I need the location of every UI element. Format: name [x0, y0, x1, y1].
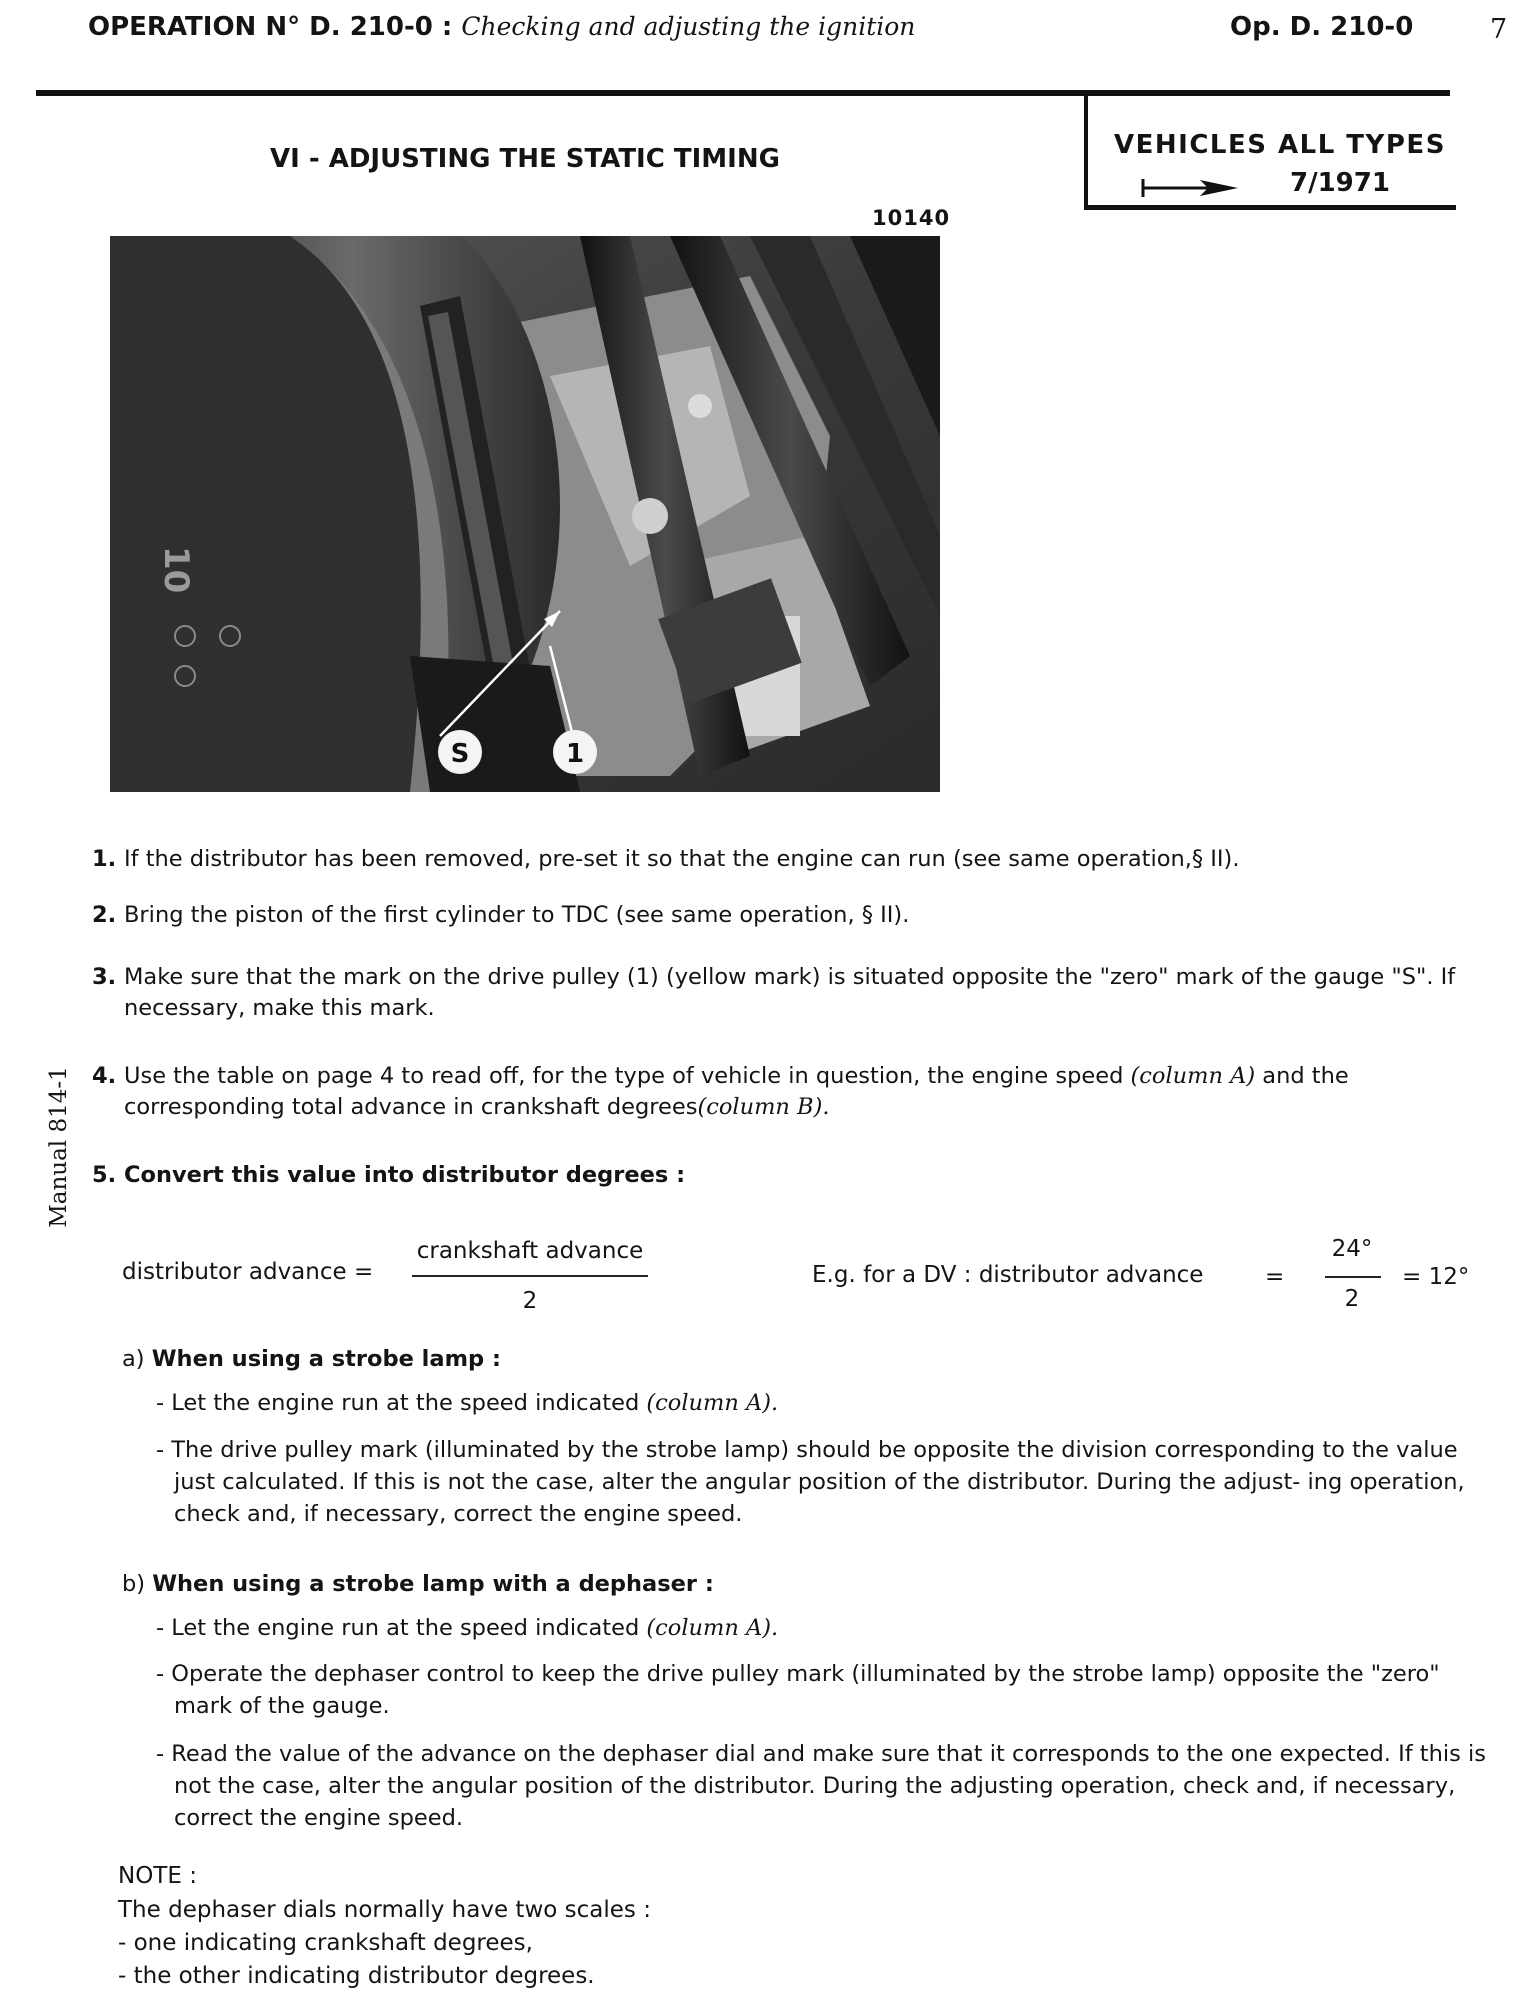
column-b-ref: (column B).	[697, 1094, 830, 1120]
note-line-3: - the other indicating distributor degrees.	[118, 1963, 595, 1989]
step-number: 1.	[92, 846, 117, 872]
vehicles-date: 7/1971	[1290, 168, 1390, 198]
formula-numerator: crankshaft advance	[416, 1238, 644, 1264]
sub-a-item-2	[156, 1434, 1492, 1530]
step-5	[92, 1160, 1482, 1191]
column-a-ref: (column A).	[646, 1615, 779, 1641]
step-number: 3.	[92, 964, 117, 990]
formula-lhs: distributor advance =	[122, 1259, 374, 1285]
step-text	[124, 1061, 1487, 1123]
example-label: E.g. for a DV : distributor advance	[812, 1262, 1204, 1288]
page-number: 7	[1490, 14, 1508, 45]
engine-timing-photo	[110, 236, 940, 792]
step-2	[92, 900, 1482, 931]
sub-a-heading	[122, 1343, 501, 1375]
example-numerator: 24°	[1331, 1236, 1373, 1262]
vehicles-title: VEHICLES ALL TYPES	[1114, 130, 1446, 160]
step-text: If the distributor has been removed, pre-set it so that the engine can run (see same operation,§ II).	[124, 846, 1240, 872]
vehicles-box-border-left	[1084, 92, 1088, 209]
dash-text: - Read the value of the advance on the dephaser dial and make sure that it corresponds to the one expected. If this is not the case, alter the angular position of the distributor. During the adjusting operation, check and, if necessary, correct the engine speed.	[156, 1741, 1486, 1831]
note-title: NOTE :	[118, 1863, 197, 1889]
pulley-number: 10	[156, 546, 196, 594]
sub-b-item-1	[156, 1612, 1486, 1644]
sub-b-item-2	[156, 1658, 1492, 1722]
callout-s: S	[450, 739, 470, 769]
note-line-1: The dephaser dials normally have two scales :	[118, 1897, 651, 1923]
dash-text: - Let the engine run at the speed indicated	[156, 1615, 647, 1641]
note-line-2: - one indicating crankshaft degrees,	[118, 1930, 533, 1956]
step-number: 4.	[92, 1063, 117, 1089]
from-date-arrow-icon	[1140, 176, 1240, 200]
dash-text: - Let the engine run at the speed indicated	[156, 1390, 647, 1416]
step-3	[92, 962, 1487, 1024]
example-fraction-bar	[1325, 1276, 1381, 1278]
dash-text: - The drive pulley mark (illuminated by the strobe lamp) should be opposite the division corresponding to the value just calculated. If this is not the case, alter the angular position of the distributor. During the adjust- ing operation, check and, if necessary, correct the engine speed.	[156, 1437, 1465, 1527]
step-number: 2.	[92, 902, 117, 928]
operation-code: Op. D. 210-0	[1230, 12, 1414, 42]
formula-denominator: 2	[522, 1288, 538, 1314]
step-text: Make sure that the mark on the drive pulley (1) (yellow mark) is situated opposite the "zero" mark of the gauge "S". If necessary, make this mark.	[124, 964, 1456, 1021]
photo-reference: 10140	[872, 206, 951, 230]
sub-b-label: b)	[122, 1571, 146, 1597]
step-text-part: Use the table on page 4 to read off, for the type of vehicle in question, the engine speed	[124, 1063, 1131, 1089]
dash-text: - Operate the dephaser control to keep the drive pulley mark (illuminated by the strobe lamp) opposite the "zero" mark of the gauge.	[156, 1661, 1440, 1719]
sub-b-item-3	[156, 1738, 1492, 1834]
step-text: Bring the piston of the first cylinder to TDC (see same operation, § II).	[124, 902, 910, 928]
operation-title: Checking and adjusting the ignition	[461, 12, 916, 41]
example-denominator: 2	[1344, 1286, 1360, 1312]
sub-a-label: a)	[122, 1346, 145, 1372]
step-1	[92, 844, 1482, 875]
sub-b-heading	[122, 1568, 714, 1600]
fraction-bar	[412, 1275, 648, 1277]
sub-a-title: When using a strobe lamp :	[151, 1346, 501, 1372]
section-title: VI - ADJUSTING THE STATIC TIMING	[270, 144, 780, 174]
header-operation-title	[88, 12, 915, 42]
step-4	[92, 1061, 1487, 1123]
sub-b-title: When using a strobe lamp with a dephaser :	[152, 1571, 714, 1597]
side-manual-text: Manual 814-1	[46, 1066, 72, 1228]
example-equals: =	[1265, 1264, 1285, 1290]
header-rule	[36, 90, 1450, 96]
vehicles-box-border-bottom	[1084, 205, 1456, 210]
svg-text:10	[156, 546, 196, 593]
example-result: = 12°	[1402, 1264, 1470, 1290]
column-a-ref: (column A).	[646, 1390, 779, 1416]
step-text: Convert this value into distributor degrees :	[124, 1162, 686, 1188]
operation-label: OPERATION N° D. 210-0 :	[88, 12, 453, 42]
callout-1: 1	[565, 739, 585, 769]
side-manual-label	[46, 1067, 72, 1227]
step-number: 5.	[92, 1162, 117, 1188]
sub-a-item-1	[156, 1387, 1486, 1419]
column-a-ref: (column A)	[1130, 1063, 1256, 1089]
step-text-part: and the corresponding total advance in crankshaft degrees	[124, 1063, 1349, 1120]
